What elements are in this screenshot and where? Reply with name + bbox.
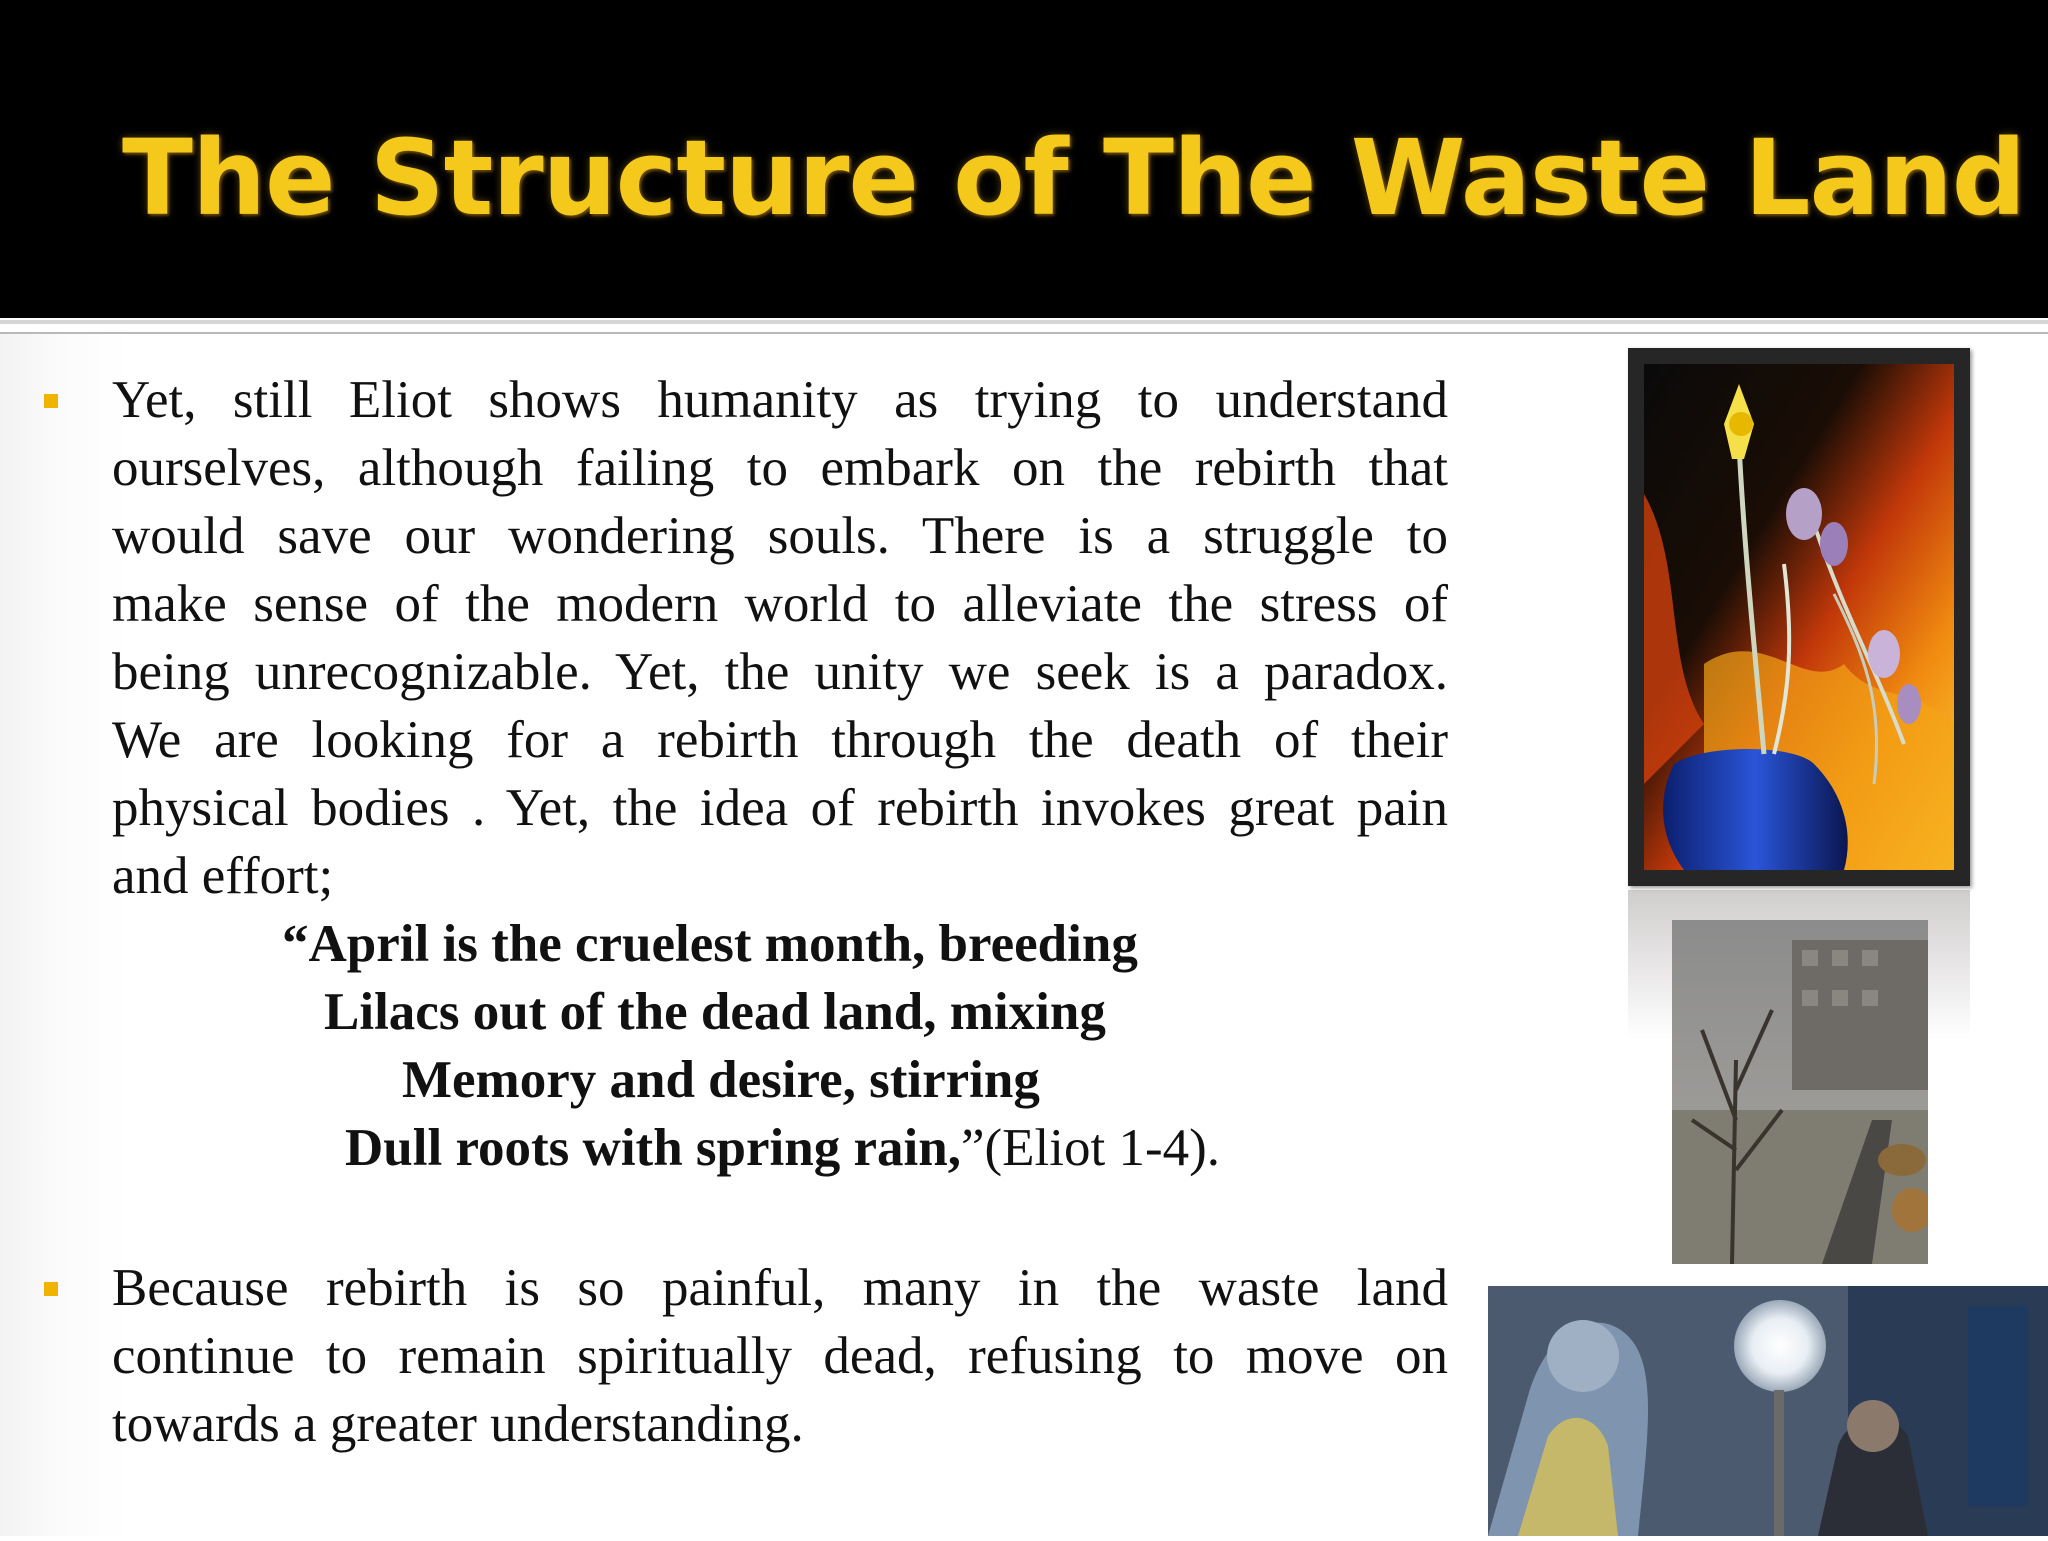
quote-line: Memory and desire, stirring xyxy=(402,1051,1040,1109)
paragraph-line: Because rebirth is so painful, many in the waste land xyxy=(112,1259,1448,1317)
title-bar xyxy=(0,0,2048,318)
lamp-scene-art xyxy=(1488,1286,2048,1536)
paragraph-line: We are looking for a rebirth through the death of their xyxy=(112,711,1448,769)
quote-line: “April is the cruelest month, breeding xyxy=(282,915,1138,973)
bullet-marker-icon xyxy=(44,1282,58,1296)
header-divider xyxy=(0,320,2048,324)
vase-painting-art xyxy=(1644,364,1954,870)
slide-title: The Structure of The Waste Land xyxy=(122,117,2026,239)
quote-citation: ”(Eliot 1-4). xyxy=(960,1119,1221,1177)
bare-tree-photo xyxy=(1672,920,1928,1264)
vase-painting-image xyxy=(1628,348,1970,886)
bullet-marker-icon xyxy=(44,394,58,408)
paragraph-line: ourselves, although failing to embark on the rebirth that xyxy=(112,439,1448,497)
bare-tree-art xyxy=(1672,920,1928,1264)
quote-line-bold: Dull roots with spring rain, xyxy=(345,1119,961,1177)
quote-line xyxy=(345,1114,1220,1182)
paragraph-line: Yet, still Eliot shows humanity as trying to understand xyxy=(112,371,1448,429)
paragraph-line: would save our wondering souls. There is a struggle to xyxy=(112,507,1448,565)
quote-line: Lilacs out of the dead land, mixing xyxy=(324,983,1106,1041)
paragraph-line: being unrecognizable. Yet, the unity we seek is a paradox. xyxy=(112,643,1448,701)
paragraph-line: make sense of the modern world to alleviate the stress of xyxy=(112,575,1448,633)
paragraph-line: and effort; xyxy=(112,847,334,905)
paragraph-line: continue to remain spiritually dead, refusing to move on xyxy=(112,1327,1448,1385)
paragraph-line: towards a greater understanding. xyxy=(112,1395,804,1453)
lamp-scene-photo xyxy=(1488,1286,2048,1536)
paragraph-line: physical bodies . Yet, the idea of rebirth invokes great pain xyxy=(112,779,1448,837)
